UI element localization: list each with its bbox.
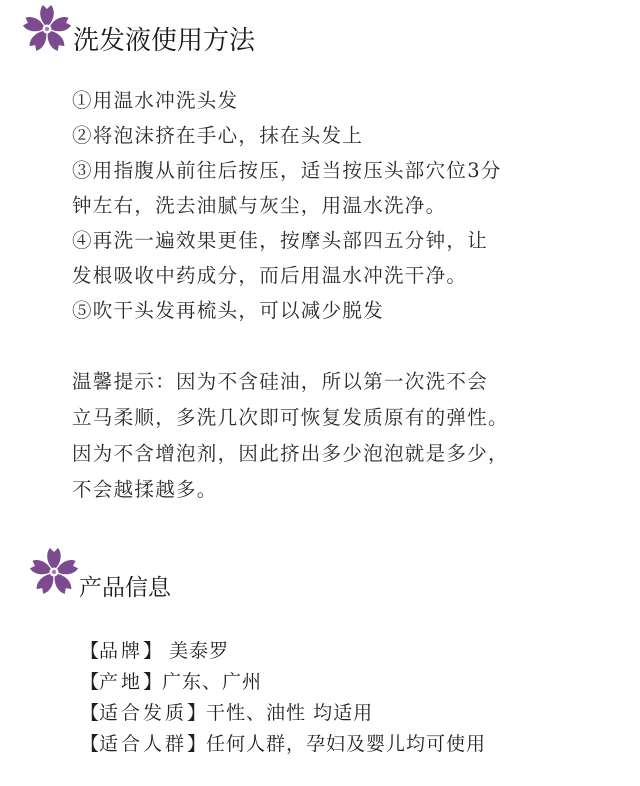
tip-line: 温馨提示：因为不含硅油，所以第一次洗不会 bbox=[72, 370, 489, 393]
step-line: ④再洗一遍效果更佳，按摩头部四五分钟，让 bbox=[72, 229, 489, 252]
info-row-brand bbox=[80, 636, 620, 667]
info-value: 广东、广州 bbox=[162, 671, 263, 693]
info-key: 产地 bbox=[99, 671, 144, 693]
info-row-hair-type bbox=[80, 698, 620, 729]
product-info-list bbox=[80, 636, 620, 760]
step-line: 发根吸收中药成分，而后用温水冲洗干净。 bbox=[72, 264, 468, 287]
bracket-close: 】 bbox=[143, 640, 163, 662]
info-value: 美泰罗 bbox=[162, 640, 230, 662]
bracket-close: 】 bbox=[187, 733, 207, 755]
tip-line: 不会越揉越多。 bbox=[72, 478, 218, 501]
info-value: 干性、油性 均适用 bbox=[206, 702, 374, 724]
bracket-open: 【 bbox=[80, 702, 100, 724]
step-line: 钟左右，洗去油腻与灰尘，用温水洗净。 bbox=[72, 194, 447, 217]
step-line: ②将泡沫挤在手心，抹在头发上 bbox=[72, 124, 364, 147]
info-key: 品牌 bbox=[99, 640, 144, 662]
info-row-origin bbox=[80, 667, 620, 698]
tip-paragraph bbox=[72, 364, 617, 508]
tip-line: 立马柔顺，多洗几次即可恢复发质原有的弹性。 bbox=[72, 406, 509, 429]
step-line: ③用指腹从前往后按压，适当按压头部穴位3分 bbox=[72, 159, 502, 182]
usage-title: 洗发液使用方法 bbox=[73, 26, 256, 56]
tip-line: 因为不含增泡剂，因此挤出多少泡泡就是多少， bbox=[72, 442, 509, 465]
info-title: 产品信息 bbox=[79, 575, 171, 601]
info-key: 适合发质 bbox=[99, 702, 188, 724]
usage-steps bbox=[72, 83, 612, 328]
bracket-open: 【 bbox=[80, 671, 100, 693]
bracket-open: 【 bbox=[80, 733, 100, 755]
step-line: ①用温水冲洗头发 bbox=[72, 89, 239, 112]
flower-icon bbox=[20, 2, 74, 56]
flower-icon bbox=[27, 545, 81, 599]
bracket-open: 【 bbox=[80, 640, 100, 662]
info-key: 适合人群 bbox=[99, 733, 188, 755]
info-row-audience bbox=[80, 729, 620, 760]
bracket-close: 】 bbox=[143, 671, 163, 693]
step-line: ⑤吹干头发再梳头，可以减少脱发 bbox=[72, 299, 385, 322]
info-value: 任何人群，孕妇及婴儿均可使用 bbox=[206, 733, 487, 755]
bracket-close: 】 bbox=[187, 702, 207, 724]
